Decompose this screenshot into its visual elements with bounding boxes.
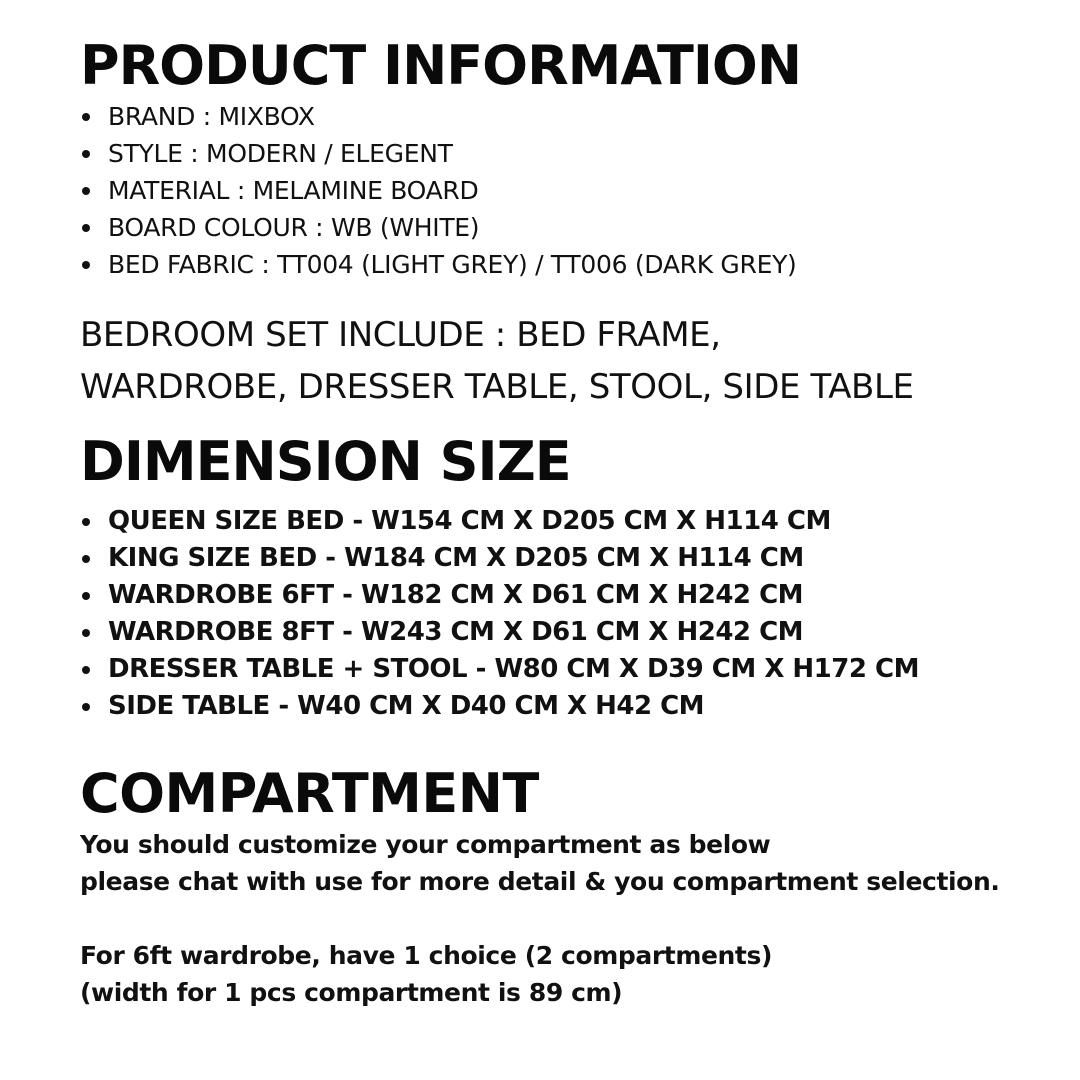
bullet-icon [82,113,90,121]
bullet-icon [82,150,90,158]
bullet-icon [82,666,90,674]
dimension-dresser-stool: DRESSER TABLE + STOOL - W80 CM X D39 CM X H172 CM [108,654,919,684]
compartment-title: COMPARTMENT [80,762,539,825]
list-item [80,540,919,577]
bullet-icon [82,629,90,637]
info-bed-fabric: BED FABRIC : TT004 (LIGHT GREY) / TT006 (DARK GREY) [108,250,797,279]
list-item [80,651,919,688]
bedroom-set-line-1: BEDROOM SET INCLUDE : BED FRAME, [80,315,721,355]
info-style: STYLE : MODERN / ELEGENT [108,139,453,168]
list-item [80,688,919,725]
product-information-title: PRODUCT INFORMATION [80,34,802,97]
dimension-king-bed: KING SIZE BED - W184 CM X D205 CM X H114 CM [108,543,804,573]
bedroom-set-line-2: WARDROBE, DRESSER TABLE, STOOL, SIDE TABLE [80,367,914,407]
dimension-wardrobe-8ft: WARDROBE 8FT - W243 CM X D61 CM X H242 CM [108,617,804,647]
list-item [80,246,797,283]
dimension-side-table: SIDE TABLE - W40 CM X D40 CM X H42 CM [108,691,705,721]
dimension-size-title: DIMENSION SIZE [80,430,571,493]
dimension-queen-bed: QUEEN SIZE BED - W154 CM X D205 CM X H114 CM [108,506,831,536]
product-information-list [80,98,797,283]
compartment-line-4: (width for 1 pcs compartment is 89 cm) [80,978,623,1007]
dimension-size-list [80,503,919,725]
info-board-colour: BOARD COLOUR : WB (WHITE) [108,213,480,242]
bullet-icon [82,261,90,269]
compartment-line-3: For 6ft wardrobe, have 1 choice (2 compartments) [80,941,772,970]
compartment-line-1: You should customize your compartment as below [80,830,771,859]
list-item [80,503,919,540]
bullet-icon [82,518,90,526]
list-item [80,98,797,135]
compartment-line-2: please chat with use for more detail & you compartment selection. [80,867,1000,896]
list-item [80,614,919,651]
dimension-wardrobe-6ft: WARDROBE 6FT - W182 CM X D61 CM X H242 CM [108,580,804,610]
list-item [80,209,797,246]
bedroom-set-include [80,309,914,413]
info-material: MATERIAL : MELAMINE BOARD [108,176,479,205]
info-brand: BRAND : MIXBOX [108,102,315,131]
list-item [80,135,797,172]
bullet-icon [82,592,90,600]
list-item [80,172,797,209]
bullet-icon [82,555,90,563]
list-item [80,577,919,614]
compartment-description [80,826,999,1011]
bullet-icon [82,187,90,195]
bullet-icon [82,703,90,711]
bullet-icon [82,224,90,232]
spacer [80,900,999,937]
